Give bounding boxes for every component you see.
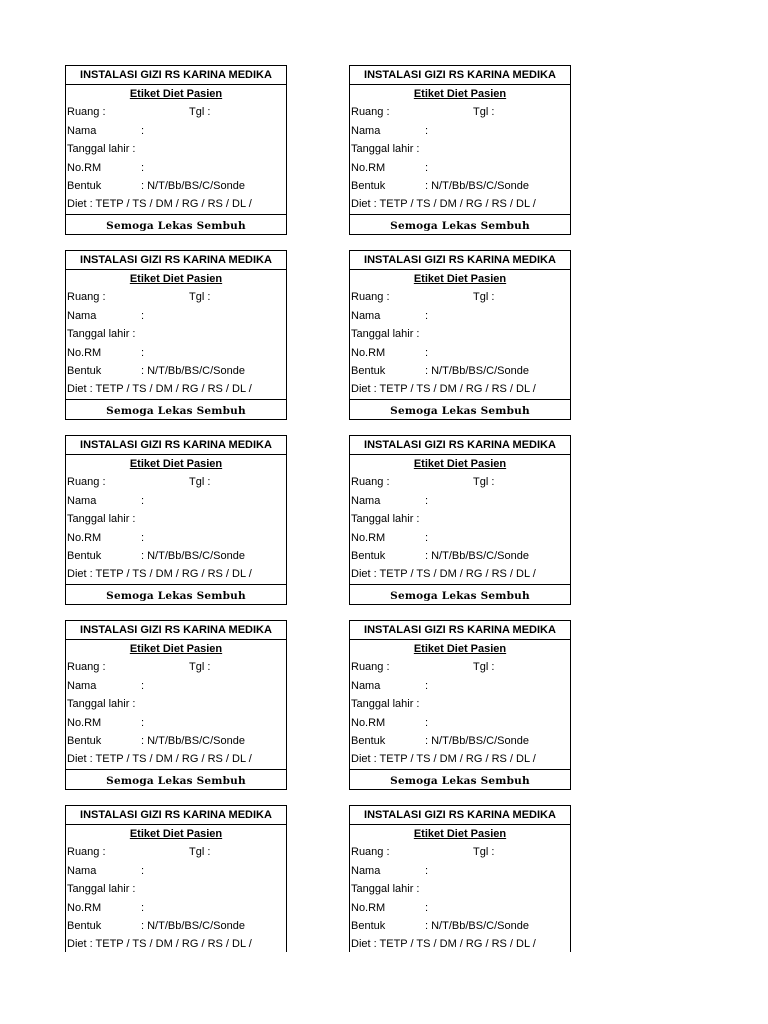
norm-colon: : xyxy=(425,716,429,729)
bentuk-value: : N/T/Bb/BS/C/Sonde xyxy=(141,364,245,377)
nama-colon: : xyxy=(141,679,145,692)
diet-label xyxy=(349,65,571,235)
label-subtitle: Etiket Diet Pasien xyxy=(413,828,507,840)
tanggal-lahir-label: Tanggal lahir : xyxy=(351,698,420,711)
label-subtitle: Etiket Diet Pasien xyxy=(413,458,507,470)
closing-text: Semoga Lekas Sembuh xyxy=(66,214,286,237)
ruang-row xyxy=(66,843,286,861)
norm-colon: : xyxy=(141,346,145,359)
label-subtitle: Etiket Diet Pasien xyxy=(413,88,507,100)
diet-options: Diet : TETP / TS / DM / RG / RS / DL / xyxy=(67,568,252,581)
label-title: INSTALASI GIZI RS KARINA MEDIKA xyxy=(66,806,286,825)
nama-label: Nama xyxy=(351,679,381,692)
nama-colon: : xyxy=(141,309,145,322)
tgl-label: Tgl : xyxy=(473,106,495,119)
closing-text: Semoga Lekas Sembuh xyxy=(66,769,286,792)
diet-row xyxy=(66,195,286,213)
diet-options: Diet : TETP / TS / DM / RG / RS / DL / xyxy=(351,753,536,766)
diet-label xyxy=(65,805,287,952)
bentuk-value: : N/T/Bb/BS/C/Sonde xyxy=(425,179,529,192)
ruang-row xyxy=(350,843,570,861)
label-title: INSTALASI GIZI RS KARINA MEDIKA xyxy=(66,251,286,270)
bentuk-label: Bentuk xyxy=(351,919,386,932)
nama-row xyxy=(66,307,286,325)
tanggal-lahir-row xyxy=(66,140,286,158)
closing-text: Semoga Lekas Sembuh xyxy=(350,214,570,237)
nama-label: Nama xyxy=(351,864,381,877)
norm-colon: : xyxy=(425,161,429,174)
tanggal-lahir-row xyxy=(350,880,570,898)
norm-row xyxy=(350,344,570,362)
tgl-label: Tgl : xyxy=(473,846,495,859)
tgl-label: Tgl : xyxy=(473,291,495,304)
nama-label: Nama xyxy=(67,679,97,692)
nama-row xyxy=(350,492,570,510)
label-subtitle: Etiket Diet Pasien xyxy=(129,643,223,655)
tanggal-lahir-label: Tanggal lahir : xyxy=(67,143,136,156)
norm-label: No.RM xyxy=(67,346,102,359)
label-subtitle: Etiket Diet Pasien xyxy=(413,273,507,285)
tgl-label: Tgl : xyxy=(473,661,495,674)
bentuk-row xyxy=(350,177,570,195)
nama-colon: : xyxy=(141,494,145,507)
ruang-label: Ruang : xyxy=(351,291,390,304)
diet-options: Diet : TETP / TS / DM / RG / RS / DL / xyxy=(351,198,536,211)
diet-row xyxy=(66,750,286,768)
diet-options: Diet : TETP / TS / DM / RG / RS / DL / xyxy=(67,938,252,951)
label-title: INSTALASI GIZI RS KARINA MEDIKA xyxy=(66,66,286,85)
tgl-label: Tgl : xyxy=(189,661,211,674)
nama-row xyxy=(66,122,286,140)
norm-row xyxy=(66,714,286,732)
norm-label: No.RM xyxy=(67,716,102,729)
tanggal-lahir-label: Tanggal lahir : xyxy=(67,513,136,526)
tgl-label: Tgl : xyxy=(473,476,495,489)
diet-label xyxy=(65,435,287,605)
diet-row xyxy=(350,935,570,953)
bentuk-label: Bentuk xyxy=(67,734,102,747)
tanggal-lahir-label: Tanggal lahir : xyxy=(351,883,420,896)
norm-row xyxy=(350,159,570,177)
diet-row xyxy=(66,380,286,398)
nama-row xyxy=(350,122,570,140)
label-title: INSTALASI GIZI RS KARINA MEDIKA xyxy=(66,436,286,455)
nama-row xyxy=(350,677,570,695)
tanggal-lahir-row xyxy=(66,695,286,713)
tanggal-lahir-row xyxy=(66,880,286,898)
diet-row xyxy=(350,380,570,398)
tgl-label: Tgl : xyxy=(189,106,211,119)
tanggal-lahir-label: Tanggal lahir : xyxy=(351,328,420,341)
tanggal-lahir-label: Tanggal lahir : xyxy=(67,698,136,711)
label-subtitle: Etiket Diet Pasien xyxy=(129,458,223,470)
closing-text: Semoga Lekas Sembuh xyxy=(350,399,570,422)
ruang-row xyxy=(350,103,570,121)
norm-colon: : xyxy=(425,346,429,359)
tanggal-lahir-row xyxy=(66,510,286,528)
bentuk-row xyxy=(66,732,286,750)
diet-row xyxy=(350,565,570,583)
bentuk-row xyxy=(350,917,570,935)
bentuk-value: : N/T/Bb/BS/C/Sonde xyxy=(425,919,529,932)
diet-row xyxy=(350,195,570,213)
ruang-label: Ruang : xyxy=(351,106,390,119)
closing-text: Semoga Lekas Sembuh xyxy=(66,399,286,422)
bentuk-row xyxy=(66,177,286,195)
nama-row xyxy=(350,862,570,880)
bentuk-label: Bentuk xyxy=(67,549,102,562)
tanggal-lahir-row xyxy=(350,510,570,528)
diet-label xyxy=(349,435,571,605)
ruang-label: Ruang : xyxy=(67,106,106,119)
ruang-row xyxy=(66,473,286,491)
norm-colon: : xyxy=(141,901,145,914)
bentuk-label: Bentuk xyxy=(351,734,386,747)
nama-label: Nama xyxy=(67,494,97,507)
bentuk-label: Bentuk xyxy=(351,179,386,192)
bentuk-label: Bentuk xyxy=(351,364,386,377)
tanggal-lahir-row xyxy=(350,695,570,713)
norm-row xyxy=(66,529,286,547)
diet-label xyxy=(349,620,571,790)
ruang-label: Ruang : xyxy=(351,846,390,859)
label-subtitle: Etiket Diet Pasien xyxy=(129,88,223,100)
tgl-label: Tgl : xyxy=(189,291,211,304)
nama-row xyxy=(66,862,286,880)
ruang-row xyxy=(66,103,286,121)
norm-row xyxy=(350,899,570,917)
norm-colon: : xyxy=(141,161,145,174)
label-title: INSTALASI GIZI RS KARINA MEDIKA xyxy=(350,621,570,640)
label-subtitle: Etiket Diet Pasien xyxy=(129,828,223,840)
label-title: INSTALASI GIZI RS KARINA MEDIKA xyxy=(350,436,570,455)
ruang-row xyxy=(350,473,570,491)
tanggal-lahir-row xyxy=(350,140,570,158)
diet-label xyxy=(65,250,287,420)
bentuk-value: : N/T/Bb/BS/C/Sonde xyxy=(141,179,245,192)
diet-label xyxy=(349,805,571,952)
diet-options: Diet : TETP / TS / DM / RG / RS / DL / xyxy=(351,383,536,396)
norm-colon: : xyxy=(141,531,145,544)
bentuk-row xyxy=(66,362,286,380)
bentuk-label: Bentuk xyxy=(351,549,386,562)
bentuk-label: Bentuk xyxy=(67,919,102,932)
nama-colon: : xyxy=(425,494,429,507)
bentuk-value: : N/T/Bb/BS/C/Sonde xyxy=(141,919,245,932)
label-title: INSTALASI GIZI RS KARINA MEDIKA xyxy=(350,251,570,270)
ruang-label: Ruang : xyxy=(351,661,390,674)
nama-colon: : xyxy=(425,864,429,877)
nama-label: Nama xyxy=(67,124,97,137)
diet-options: Diet : TETP / TS / DM / RG / RS / DL / xyxy=(351,568,536,581)
ruang-row xyxy=(350,288,570,306)
tanggal-lahir-row xyxy=(66,325,286,343)
bentuk-row xyxy=(350,732,570,750)
norm-label: No.RM xyxy=(67,531,102,544)
ruang-row xyxy=(350,658,570,676)
ruang-row xyxy=(66,658,286,676)
diet-options: Diet : TETP / TS / DM / RG / RS / DL / xyxy=(67,383,252,396)
norm-colon: : xyxy=(425,531,429,544)
nama-colon: : xyxy=(425,309,429,322)
norm-row xyxy=(350,529,570,547)
diet-label xyxy=(349,250,571,420)
diet-options: Diet : TETP / TS / DM / RG / RS / DL / xyxy=(351,938,536,951)
nama-colon: : xyxy=(425,679,429,692)
norm-label: No.RM xyxy=(67,901,102,914)
norm-row xyxy=(66,159,286,177)
label-title: INSTALASI GIZI RS KARINA MEDIKA xyxy=(350,806,570,825)
bentuk-value: : N/T/Bb/BS/C/Sonde xyxy=(425,364,529,377)
closing-text: Semoga Lekas Sembuh xyxy=(350,769,570,792)
bentuk-label: Bentuk xyxy=(67,179,102,192)
diet-row xyxy=(350,750,570,768)
ruang-row xyxy=(66,288,286,306)
ruang-label: Ruang : xyxy=(67,476,106,489)
diet-label xyxy=(65,65,287,235)
bentuk-label: Bentuk xyxy=(67,364,102,377)
closing-text: Semoga Lekas Sembuh xyxy=(66,584,286,607)
diet-options: Diet : TETP / TS / DM / RG / RS / DL / xyxy=(67,753,252,766)
norm-row xyxy=(66,344,286,362)
diet-label xyxy=(65,620,287,790)
label-title: INSTALASI GIZI RS KARINA MEDIKA xyxy=(350,66,570,85)
bentuk-row xyxy=(350,362,570,380)
norm-label: No.RM xyxy=(351,346,386,359)
norm-label: No.RM xyxy=(351,531,386,544)
ruang-label: Ruang : xyxy=(67,291,106,304)
tgl-label: Tgl : xyxy=(189,476,211,489)
tgl-label: Tgl : xyxy=(189,846,211,859)
bentuk-value: : N/T/Bb/BS/C/Sonde xyxy=(425,549,529,562)
ruang-label: Ruang : xyxy=(351,476,390,489)
bentuk-value: : N/T/Bb/BS/C/Sonde xyxy=(425,734,529,747)
tanggal-lahir-label: Tanggal lahir : xyxy=(67,328,136,341)
diet-options: Diet : TETP / TS / DM / RG / RS / DL / xyxy=(67,198,252,211)
diet-row xyxy=(66,935,286,953)
ruang-label: Ruang : xyxy=(67,846,106,859)
tanggal-lahir-label: Tanggal lahir : xyxy=(67,883,136,896)
nama-colon: : xyxy=(425,124,429,137)
bentuk-value: : N/T/Bb/BS/C/Sonde xyxy=(141,734,245,747)
bentuk-row xyxy=(350,547,570,565)
norm-colon: : xyxy=(425,901,429,914)
norm-row xyxy=(66,899,286,917)
closing-text: Semoga Lekas Sembuh xyxy=(350,584,570,607)
label-subtitle: Etiket Diet Pasien xyxy=(413,643,507,655)
bentuk-row xyxy=(66,917,286,935)
nama-colon: : xyxy=(141,124,145,137)
norm-row xyxy=(350,714,570,732)
bentuk-row xyxy=(66,547,286,565)
norm-colon: : xyxy=(141,716,145,729)
tanggal-lahir-row xyxy=(350,325,570,343)
label-title: INSTALASI GIZI RS KARINA MEDIKA xyxy=(66,621,286,640)
nama-row xyxy=(350,307,570,325)
norm-label: No.RM xyxy=(351,716,386,729)
norm-label: No.RM xyxy=(351,161,386,174)
norm-label: No.RM xyxy=(67,161,102,174)
nama-label: Nama xyxy=(351,494,381,507)
bentuk-value: : N/T/Bb/BS/C/Sonde xyxy=(141,549,245,562)
nama-label: Nama xyxy=(351,124,381,137)
tanggal-lahir-label: Tanggal lahir : xyxy=(351,143,420,156)
nama-label: Nama xyxy=(351,309,381,322)
nama-colon: : xyxy=(141,864,145,877)
nama-row xyxy=(66,492,286,510)
label-subtitle: Etiket Diet Pasien xyxy=(129,273,223,285)
nama-row xyxy=(66,677,286,695)
norm-label: No.RM xyxy=(351,901,386,914)
diet-row xyxy=(66,565,286,583)
tanggal-lahir-label: Tanggal lahir : xyxy=(351,513,420,526)
ruang-label: Ruang : xyxy=(67,661,106,674)
nama-label: Nama xyxy=(67,309,97,322)
nama-label: Nama xyxy=(67,864,97,877)
